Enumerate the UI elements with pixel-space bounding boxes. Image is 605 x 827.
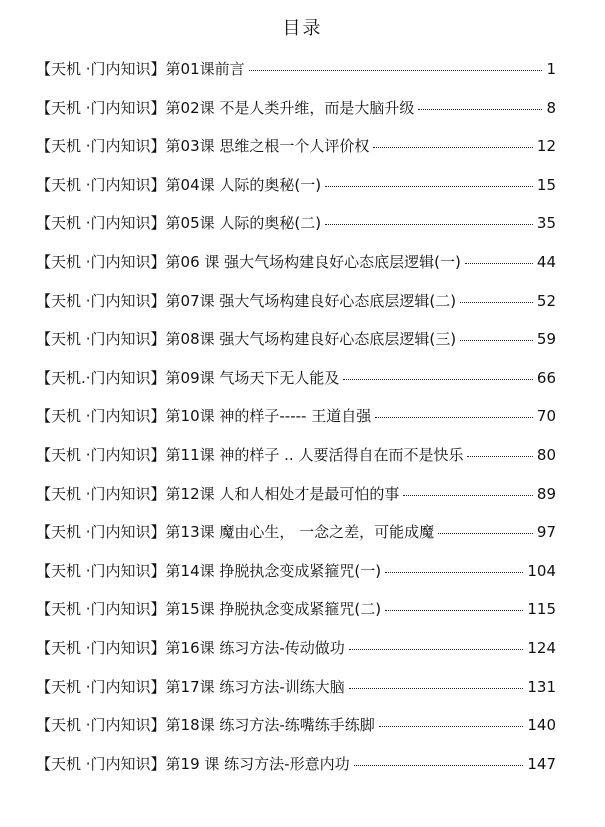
toc-entry-page-number: 59 <box>536 330 556 349</box>
toc-entry <box>36 753 556 792</box>
toc-entry <box>36 521 556 560</box>
toc-entry-page-number: 131 <box>527 677 556 696</box>
toc-dot-leader <box>460 302 533 303</box>
toc-entry-title: 【天机 ·门内知识】第04课 人际的奥秘(一) <box>36 175 322 194</box>
toc-entry-page-number: 80 <box>536 445 556 464</box>
toc-entry-title: 【天机 ·门内知识】第15课 挣脱执念变成紧箍咒(二) <box>36 600 382 619</box>
toc-dot-leader <box>349 649 524 650</box>
toc-entry <box>36 444 556 483</box>
toc-entry <box>36 135 556 174</box>
toc-entry <box>36 714 556 753</box>
toc-dot-leader <box>385 610 523 611</box>
toc-dot-leader <box>325 186 533 187</box>
toc-entry <box>36 212 556 251</box>
toc-dot-leader <box>349 688 524 689</box>
toc-dot-leader <box>343 379 533 380</box>
toc-entry-title: 【天机 ·门内知识】第16课 练习方法-传动做功 <box>36 638 345 657</box>
toc-entry <box>36 328 556 367</box>
toc-entry-title: 【天机 ·门内知识】第07课 强大气场构建良好心态底层逻辑(二) <box>36 291 457 310</box>
toc-entry-title: 【天机 ·门内知识】第19 课 练习方法-形意内功 <box>36 754 350 773</box>
toc-entry-page-number: 15 <box>536 175 556 194</box>
toc-entry-title: 【天机 ·门内知识】第08课 强大气场构建良好心态底层逻辑(三) <box>36 330 457 349</box>
toc-entry-page-number: 35 <box>536 214 556 233</box>
toc-entry <box>36 251 556 290</box>
toc-entry-page-number: 44 <box>536 252 556 271</box>
toc-entry-page-number: 70 <box>536 407 556 426</box>
toc-dot-leader <box>418 109 542 110</box>
toc-entry <box>36 97 556 136</box>
toc-entry-title: 【天机 ·门内知识】第18课 练习方法-练嘴练手练脚 <box>36 716 375 735</box>
toc-entry-page-number: 140 <box>527 716 556 735</box>
toc-list <box>36 58 556 791</box>
toc-entry-page-number: 1 <box>546 60 556 78</box>
toc-entry-title: 【天机 ·门内知识】第17课 练习方法-训练大脑 <box>36 677 345 696</box>
toc-entry-page-number: 89 <box>536 484 556 503</box>
toc-entry-page-number: 104 <box>527 561 556 580</box>
toc-entry-title: 【天机 ·门内知识】第14课 挣脱执念变成紧箍咒(一) <box>36 561 382 580</box>
toc-entry-page-number: 115 <box>527 600 556 619</box>
toc-dot-leader <box>467 456 532 457</box>
toc-dot-leader <box>354 765 524 766</box>
toc-entry-page-number: 66 <box>536 368 556 387</box>
toc-entry <box>36 598 556 637</box>
toc-dot-leader <box>373 147 533 148</box>
toc-dot-leader <box>325 224 533 225</box>
toc-dot-leader <box>249 70 543 71</box>
toc-entry-page-number: 52 <box>536 291 556 310</box>
toc-entry <box>36 483 556 522</box>
toc-entry <box>36 290 556 329</box>
toc-entry-title: 【天机.·门内知识】第09课 气场天下无人能及 <box>36 368 340 387</box>
toc-entry-page-number: 124 <box>527 638 556 657</box>
toc-entry-title: 【天机 ·门内知识】第10课 神的样子----- 王道自强 <box>36 407 372 426</box>
toc-entry-page-number: 147 <box>527 754 556 773</box>
toc-entry-title: 【天机 ·门内知识】第12课 人和人相处才是最可怕的事 <box>36 484 400 503</box>
toc-entry <box>36 174 556 213</box>
toc-dot-leader <box>403 495 533 496</box>
toc-entry-page-number: 12 <box>536 137 556 156</box>
toc-entry-title: 【天机 ·门内知识】第01课前言 <box>36 60 245 78</box>
toc-entry <box>36 405 556 444</box>
toc-entry-page-number: 97 <box>536 523 556 542</box>
toc-dot-leader <box>379 726 524 727</box>
toc-entry <box>36 367 556 406</box>
toc-entry-title: 【天机 ·门内知识】第13课 魔由心生， 一念之差，可能成魔 <box>36 523 435 542</box>
toc-dot-leader <box>465 263 533 264</box>
toc-entry-page-number: 8 <box>546 98 556 117</box>
toc-dot-leader <box>375 417 533 418</box>
toc-entry-title: 【天机 ·门内知识】第05课 人际的奥秘(二) <box>36 214 322 233</box>
toc-entry <box>36 637 556 676</box>
toc-dot-leader <box>385 572 523 573</box>
toc-dot-leader <box>460 340 533 341</box>
toc-entry <box>36 676 556 715</box>
toc-entry-title: 【天机 ·门内知识】第03课 思维之根一个人评价权 <box>36 137 370 156</box>
page-title: 目录 <box>282 18 323 39</box>
toc-entry <box>36 560 556 599</box>
toc-entry-title: 【天机 ·门内知识】第02课 不是人类升维，而是大脑升级 <box>36 98 415 117</box>
toc-entry-title: 【天机 ·门内知识】第06 课 强大气场构建良好心态底层逻辑(一) <box>36 252 461 271</box>
toc-dot-leader <box>438 533 533 534</box>
toc-entry <box>36 58 556 97</box>
toc-entry-title: 【天机 ·门内知识】第11课 神的样子 .. 人要活得自在而不是快乐 <box>36 445 464 464</box>
